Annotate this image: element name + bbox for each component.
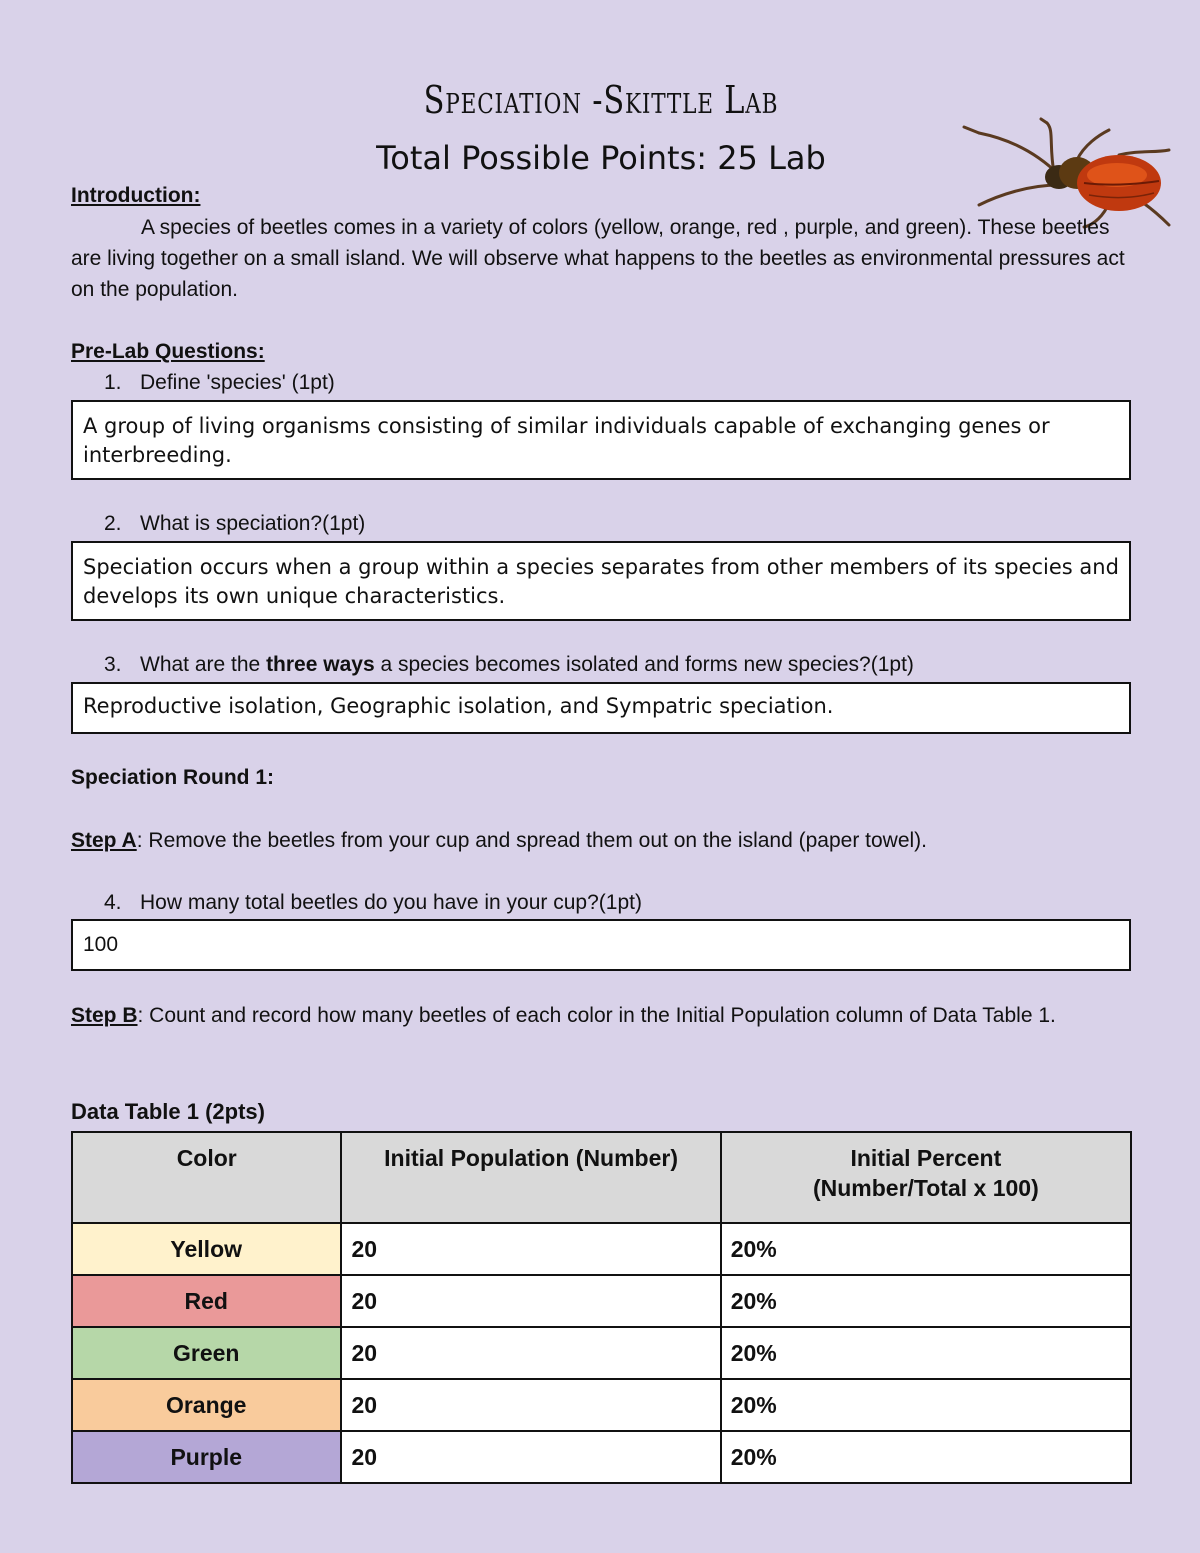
step-a <box>71 825 1131 856</box>
question-text: Define 'species' (1pt) <box>140 371 335 394</box>
question-1 <box>104 371 335 395</box>
answer-text: Speciation occurs when a group within a species separates from other members of its species and develops its own unique characteristics. <box>83 555 1119 608</box>
table-row <box>72 1379 1131 1431</box>
answer-box-4[interactable] <box>71 919 1131 971</box>
question-emphasis: three ways <box>266 653 375 676</box>
table-row <box>72 1327 1131 1379</box>
color-cell: Purple <box>72 1431 341 1483</box>
step-a-text: : Remove the beetles from your cup and spread them out on the island (paper towel). <box>136 829 928 852</box>
question-number: 4. <box>104 891 122 914</box>
header-population: Initial Population (Number) <box>341 1132 720 1223</box>
population-cell[interactable]: 20 <box>341 1379 720 1431</box>
answer-text: A group of living organisms consisting of similar individuals capable of exchanging genes or interbreeding. <box>83 414 1050 467</box>
step-a-label: Step A <box>71 829 137 852</box>
header-percent-line2: (Number/Total x 100) <box>812 1175 1039 1201</box>
population-cell[interactable]: 20 <box>341 1327 720 1379</box>
population-cell[interactable]: 20 <box>341 1275 720 1327</box>
question-number: 2. <box>104 512 122 535</box>
question-number: 1. <box>104 371 122 394</box>
percent-cell[interactable]: 20% <box>721 1431 1131 1483</box>
question-text-part: a species becomes isolated and forms new species?(1pt) <box>374 653 914 676</box>
percent-cell[interactable]: 20% <box>721 1223 1131 1275</box>
table-header-row <box>72 1132 1131 1223</box>
page-subtitle: Total Possible Points: 25 Lab <box>376 139 826 177</box>
step-b-label: Step B <box>71 1004 138 1027</box>
question-3 <box>104 653 914 677</box>
answer-text: Reproductive isolation, Geographic isolation, and Sympatric speciation. <box>83 694 834 718</box>
header-percent-line1: Initial Percent <box>850 1145 1002 1171</box>
question-number: 3. <box>104 653 122 676</box>
answer-box-1[interactable] <box>71 400 1131 480</box>
header-color: Color <box>72 1132 341 1223</box>
percent-cell[interactable]: 20% <box>721 1379 1131 1431</box>
answer-text: 100 <box>83 933 119 956</box>
question-text: What is speciation?(1pt) <box>140 512 366 535</box>
color-cell: Green <box>72 1327 341 1379</box>
percent-cell[interactable]: 20% <box>721 1327 1131 1379</box>
introduction-paragraph: A species of beetles comes in a variety of colors (yellow, orange, red , purple, and green). These beetles are living together on a small island. We will observe what happens to the beetles as environmental pressures act on the population. <box>71 216 1125 301</box>
answer-box-3[interactable] <box>71 682 1131 734</box>
percent-cell[interactable]: 20% <box>721 1275 1131 1327</box>
step-b-text: : Count and record how many beetles of each color in the Initial Population column of Data Table 1. <box>137 1004 1056 1027</box>
table-row <box>72 1223 1131 1275</box>
color-cell: Orange <box>72 1379 341 1431</box>
data-table-1 <box>71 1131 1132 1484</box>
population-cell[interactable]: 20 <box>341 1223 720 1275</box>
population-cell[interactable]: 20 <box>341 1431 720 1483</box>
prelab-heading: Pre-Lab Questions: <box>71 340 265 363</box>
round1-heading: Speciation Round 1: <box>71 766 275 789</box>
header-percent <box>721 1132 1131 1223</box>
introduction-heading: Introduction: <box>71 184 201 207</box>
step-b <box>71 1000 1131 1031</box>
question-4 <box>104 891 642 915</box>
table-row <box>72 1431 1131 1483</box>
question-2 <box>104 512 365 536</box>
color-cell: Red <box>72 1275 341 1327</box>
introduction-text <box>71 212 1131 305</box>
question-text: How many total beetles do you have in your cup?(1pt) <box>140 891 642 914</box>
answer-box-2[interactable] <box>71 541 1131 621</box>
question-text-part: What are the <box>140 653 267 676</box>
table-caption: Data Table 1 (2pts) <box>71 1099 265 1124</box>
table-row <box>72 1275 1131 1327</box>
color-cell: Yellow <box>72 1223 341 1275</box>
page-title: Speciation -Skittle Lab <box>423 78 779 122</box>
